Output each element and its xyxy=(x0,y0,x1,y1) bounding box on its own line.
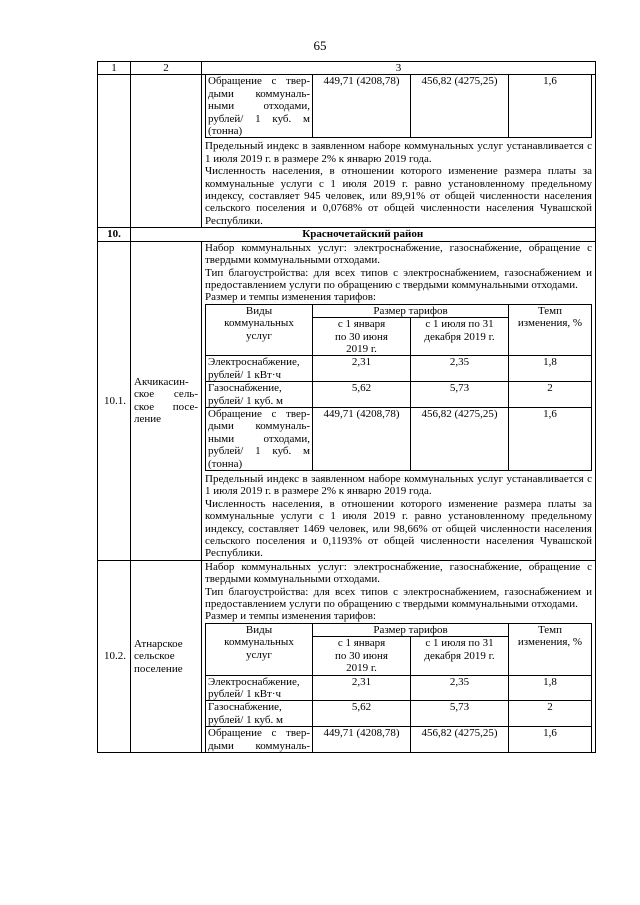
tariff-value-h1: 5,62 xyxy=(313,701,411,727)
tariff-value-h1: 449,71 (4208,78) xyxy=(313,75,411,138)
tariff-row xyxy=(206,382,592,408)
tariff-row xyxy=(206,675,592,701)
tariff-value-h2: 456,82 (4275,25) xyxy=(411,407,509,470)
settlement-content xyxy=(202,560,596,752)
tariff-rate: 2 xyxy=(509,701,592,727)
th-period-1: с 1 января по 30 июня 2019 г. xyxy=(313,318,411,356)
tariff-service-label: Газоснабжение, рублей/ 1 куб. м xyxy=(206,701,313,727)
region-row xyxy=(98,228,596,241)
th-period-2: с 1 июля по 31 декабря 2019 г. xyxy=(411,637,509,675)
continued-settlement-content xyxy=(202,75,596,228)
limit-index-paragraph: Предельный индекс в заявленном наборе коммунальных услуг устанавливается с 1 июля 2019 г. в размере 2% к январю 2019 года. xyxy=(205,473,592,498)
settlement-row-10-1 xyxy=(98,241,596,560)
tariff-value-h2: 5,73 xyxy=(411,382,509,408)
tariff-value-h1: 2,31 xyxy=(313,675,411,701)
tariff-value-h2: 456,82 (4275,25) xyxy=(411,727,509,753)
tariff-row xyxy=(206,727,592,753)
tariff-row xyxy=(206,701,592,727)
tariff-size-label: Размер и темпы изменения тарифов: xyxy=(205,610,376,623)
tariff-value-h2: 456,82 (4275,25) xyxy=(411,75,509,138)
tariff-service-label: Электроснабжение, рублей/ 1 кВт·ч xyxy=(206,675,313,701)
tariff-value-h1: 449,71 (4208,78) xyxy=(313,727,411,753)
tariff-value-h2: 5,73 xyxy=(411,701,509,727)
tariff-rate: 1,6 xyxy=(509,727,592,753)
services-set-paragraph: Набор коммунальных услуг: электроснабжение, газоснабжение, обращение с твердыми коммунальными отходами. xyxy=(205,241,592,267)
th-change-rate: Темп изменения, % xyxy=(509,623,592,675)
th-service-kind: Виды коммунальных услуг xyxy=(206,623,313,675)
tariff-row xyxy=(206,356,592,382)
tariff-document-table xyxy=(97,61,596,753)
services-set-paragraph: Набор коммунальных услуг: электроснабжение, газоснабжение, обращение с твердыми коммунальными отходами. xyxy=(205,560,592,586)
tariff-rate: 1,8 xyxy=(509,675,592,701)
tariff-value-h1: 5,62 xyxy=(313,382,411,408)
tariff-row xyxy=(206,407,592,470)
th-tariff-size: Размер тарифов xyxy=(313,304,509,317)
page-number: 65 xyxy=(313,38,327,53)
tariff-service-label: Обращение с твер- дыми коммуналь- ными отходами, рублей/ 1 куб. м (тонна) xyxy=(206,75,313,138)
th-service-kind: Виды коммунальных услуг xyxy=(206,304,313,356)
settlement-name: Атнарское сельское поселение xyxy=(131,560,202,752)
continued-tariff-table xyxy=(205,75,592,138)
region-name: Красночетайский район xyxy=(202,228,596,241)
tariff-service-label: Газоснабжение, рублей/ 1 куб. м xyxy=(206,382,313,408)
tariff-service-label: Электроснабжение, рублей/ 1 кВт·ч xyxy=(206,356,313,382)
column-header-3: 3 xyxy=(202,62,596,75)
tariff-value-h2: 2,35 xyxy=(411,356,509,382)
settlement-content xyxy=(202,241,596,560)
settlement-number: 10.1. xyxy=(98,241,131,560)
tariff-service-label: Обращение с твер- дыми коммуналь- ными отходами, рублей/ 1 куб. м (тонна) xyxy=(206,407,313,470)
th-tariff-size: Размер тарифов xyxy=(313,623,509,636)
tariff-rate: 1,6 xyxy=(509,407,592,470)
tariff-header-row xyxy=(206,304,592,317)
settlement-row-10-2 xyxy=(98,560,596,752)
region-number: 10. xyxy=(98,228,131,241)
improvement-type-paragraph: Тип благоустройства: для всех типов с электроснабжением, газоснабжением и предоставлением услуги по обращению с твердыми коммунальными отходами. xyxy=(205,266,592,291)
column-header-2: 2 xyxy=(131,62,202,75)
improvement-type-paragraph: Тип благоустройства: для всех типов с электроснабжением, газоснабжением и предоставлением услуги по обращению с твердыми коммунальными отходами. xyxy=(205,585,592,611)
tariff-header-row xyxy=(206,623,592,636)
column-header-row xyxy=(98,62,596,75)
settlement-name: Акчикасин- ское сель- ское посе- ление xyxy=(131,241,202,560)
tariff-table xyxy=(205,304,592,471)
th-period-2: с 1 июля по 31 декабря 2019 г. xyxy=(411,318,509,356)
th-change-rate: Темп изменения, % xyxy=(509,304,592,356)
th-period-1: с 1 января по 30 июня 2019 г. xyxy=(313,637,411,675)
population-paragraph: Численность населения, в отношении которого изменение размера платы за коммунальные услуги с 1 июля 2019 г. равно установленному предельному индексу, составляет 945 человек, или 89,91% от общей численности населения сельского поселения и 0,0768% от общей численности населения Чувашской Республики. xyxy=(205,165,592,227)
tariff-value-h1: 2,31 xyxy=(313,356,411,382)
settlement-number: 10.2. xyxy=(98,560,131,752)
tariff-table xyxy=(205,623,592,753)
column-header-1: 1 xyxy=(98,62,131,75)
tariff-value-h1: 449,71 (4208,78) xyxy=(313,407,411,470)
continued-settlement-row xyxy=(98,75,596,228)
tariff-rate: 1,6 xyxy=(509,75,592,138)
tariff-service-label: Обращение с твер- дыми коммуналь- xyxy=(206,727,313,753)
tariff-rate: 1,8 xyxy=(509,356,592,382)
population-paragraph: Численность населения, в отношении которого изменение размера платы за коммунальные услуги с 1 июля 2019 г. равно установленному предельному индексу, составляет 1469 человек, или 98,66% от общей численности населения сельского поселения и 0,1193% от общей численности населения Чувашской Республики. xyxy=(205,497,592,560)
limit-index-paragraph: Предельный индекс в заявленном наборе коммунальных услуг устанавливается с 1 июля 2019 г. в размере 2% к январю 2019 года. xyxy=(205,140,592,165)
tariff-row xyxy=(206,75,592,138)
tariff-rate: 2 xyxy=(509,382,592,408)
tariff-value-h2: 2,35 xyxy=(411,675,509,701)
tariff-size-label: Размер и темпы изменения тарифов: xyxy=(205,291,376,304)
